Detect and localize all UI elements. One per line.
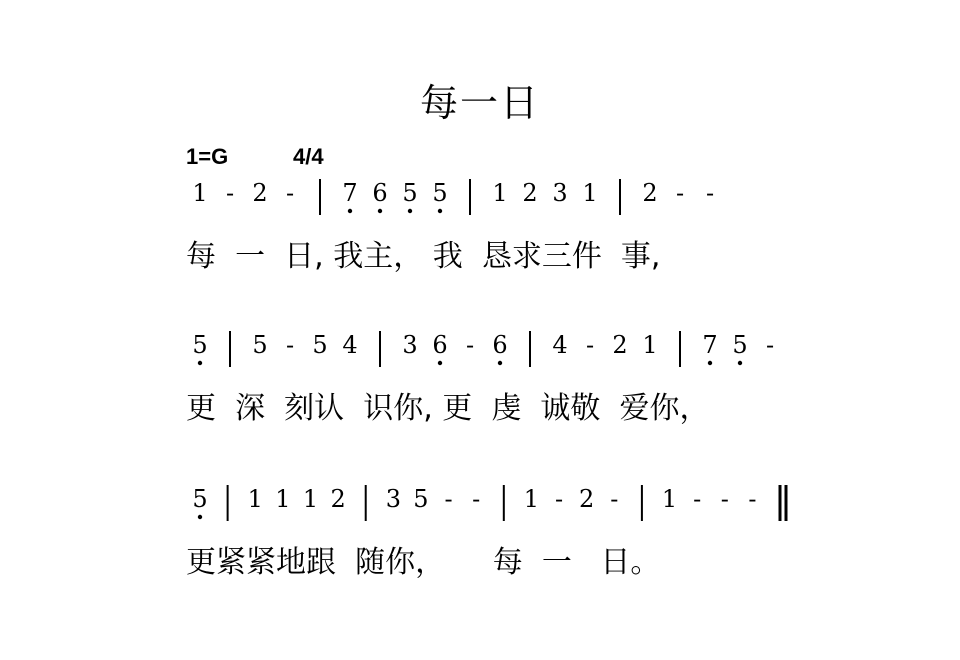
sustain-dash: - [285,331,295,359]
note: 1 [492,179,508,207]
note: 5 [312,331,328,359]
note: 4 [342,331,358,359]
note: 2 [252,179,268,207]
lower-octave-dot [198,361,202,365]
sustain-dash: - [610,485,619,513]
note: 2 [330,485,346,513]
note: 5 [432,179,448,207]
note: 6 [432,331,448,359]
note: 1 [582,179,598,207]
lower-octave-dot [408,209,412,213]
note: 1 [192,179,208,207]
note: 5 [402,179,418,207]
sustain-dash: - [285,179,295,207]
note: 3 [402,331,418,359]
lyrics-line-1: 每 一 日, 我主， 我 恳求三件 事, [186,239,661,274]
note: 1 [275,485,291,513]
note: 5 [252,331,268,359]
sustain-dash: - [748,485,757,513]
note: 5 [413,485,429,513]
sustain-dash: - [554,485,564,513]
note: 5 [192,485,208,513]
note: 1 [642,331,658,359]
note: 1 [523,485,540,513]
lower-octave-dot [438,361,442,365]
sustain-dash: - [225,179,235,207]
song-title: 每一日 [419,81,540,125]
lower-octave-dot [348,209,352,213]
lyrics-line-3: 更紧紧地跟 随你， 每 一 日。 [186,545,661,580]
note: 6 [372,179,388,207]
note: 4 [552,331,568,359]
lower-octave-dot [738,361,742,365]
note: 3 [385,485,401,513]
note: 3 [552,179,568,207]
note: 1 [661,485,678,513]
lower-octave-dot [438,209,442,213]
lower-octave-dot [198,515,202,519]
note: 2 [522,179,538,207]
sustain-dash: - [675,179,685,207]
sustain-dash: - [693,485,702,513]
time-signature: 4/4 [293,144,324,169]
sustain-dash: - [720,485,729,513]
sustain-dash: - [472,485,481,513]
note: 6 [492,331,508,359]
note: 2 [579,485,595,513]
key-signature: 1=G [186,144,229,169]
note: 7 [342,179,358,207]
sustain-dash: - [705,179,715,207]
note: 1 [302,485,319,513]
note: 2 [612,331,628,359]
lower-octave-dot [378,209,382,213]
note: 2 [642,179,658,207]
sustain-dash: - [765,331,775,359]
sustain-dash: - [585,331,595,359]
lyrics-line-2: 更 深 刻认 识你, 更 虔 诚敬 爱你， [186,391,710,426]
sustain-dash: - [444,485,453,513]
note: 7 [702,331,718,359]
note: 5 [732,331,748,359]
note: 5 [192,331,208,359]
lower-octave-dot [498,361,502,365]
note: 1 [247,485,263,513]
lower-octave-dot [708,361,712,365]
sustain-dash: - [465,331,475,359]
